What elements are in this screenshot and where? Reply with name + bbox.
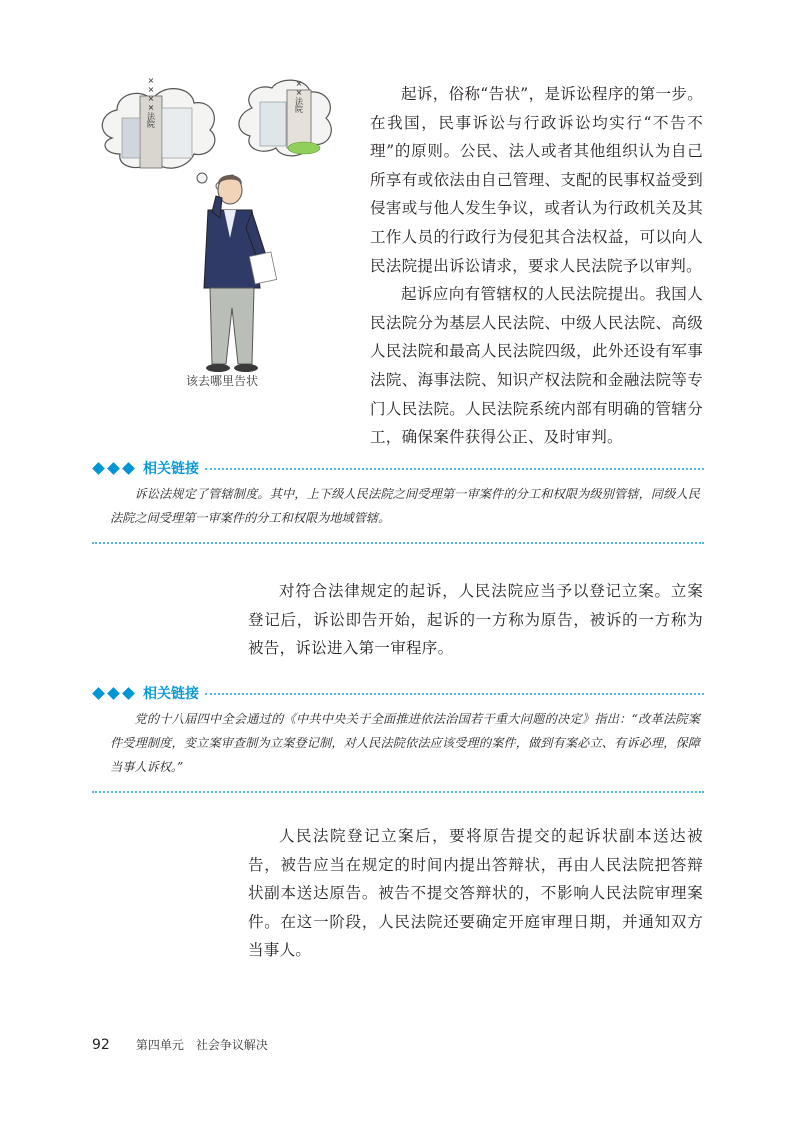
related-link-box-2 bbox=[92, 683, 704, 793]
dotted-divider bbox=[205, 468, 704, 470]
paragraph-prosecution: 起诉，俗称“告状”，是诉讼程序的第一步。在我国，民事诉讼与行政诉讼均实行“不告不理”的原则。公民、法人或者其他组织认为自己所享有或依法由自己管理、支配的民事权益受到侵害或与他人发生争议，或者认为行政机关及其工作人员的行政行为侵犯其合法权益，可以向人民法院提出诉讼请求，要求人民法院予以审判。 bbox=[370, 85, 703, 275]
paragraph-registration: 对符合法律规定的起诉，人民法院应当予以登记立案。立案登记后，诉讼即告开始，起诉的一方称为原告，被诉的一方称为被告，诉讼进入第一审程序。 bbox=[248, 582, 703, 658]
defense-text bbox=[248, 822, 703, 965]
related-link-box-1 bbox=[92, 458, 704, 544]
unit-title: 第四单元 社会争议解决 bbox=[135, 1038, 268, 1052]
related-link-text: 党的十八届四中全会通过的《中共中央关于全面推进依法治国若干重大问题的决定》指出：“改革法院案件受理制度，变立案审查制为立案登记制，对人民法院依法应该受理的案件，做到有案必立、有诉必理，保障当事人诉权。” bbox=[110, 712, 700, 774]
related-link-text: 诉讼法规定了管辖制度。其中，上下级人民法院之间受理第一审案件的分工和权限为级别管辖，同级人民法院之间受理第一审案件的分工和权限为地域管辖。 bbox=[110, 487, 700, 525]
man-figure bbox=[204, 175, 277, 372]
related-link-title: 相关链接 bbox=[143, 686, 199, 702]
illustration-caption: 该去哪里告状 bbox=[186, 374, 259, 388]
diamond-bullets-icon bbox=[92, 464, 135, 473]
cloud-left-sign-text: ××××法院 bbox=[146, 78, 156, 128]
paragraph-defense: 人民法院登记立案后，要将原告提交的起诉状副本送达被告，被告应当在规定的时间内提出答辩状，再由人民法院把答辩状副本送达原告。被告不提交答辩状的，不影响人民法院审理案件。在这一阶段，人民法院还要确定开庭审理日期，并通知双方当事人。 bbox=[248, 827, 703, 960]
thought-cloud-right bbox=[239, 79, 331, 156]
related-link-title: 相关链接 bbox=[143, 461, 199, 477]
related-link-header bbox=[92, 458, 704, 478]
paragraph-jurisdiction: 起诉应向有管辖权的人民法院提出。我国人民法院分为基层人民法院、中级人民法院、高级人民法院和最高人民法院四级，此外还设有军事法院、海事法院、知识产权法院和金融法院等专门人民法院。人民法院系统内部有明确的管辖分工，确保案件获得公正、及时审判。 bbox=[370, 285, 703, 447]
related-link-body bbox=[92, 482, 704, 530]
page-footer bbox=[92, 1036, 268, 1053]
page-number: 92 bbox=[92, 1037, 110, 1053]
dotted-divider bbox=[205, 693, 704, 695]
related-link-header bbox=[92, 683, 704, 703]
intro-text bbox=[370, 80, 703, 452]
dotted-divider-bottom bbox=[92, 542, 704, 544]
illustration bbox=[92, 78, 342, 388]
registration-text bbox=[248, 577, 703, 663]
diamond-bullets-icon bbox=[92, 689, 135, 698]
cloud-right-sign-text: ××法院 bbox=[294, 79, 304, 113]
related-link-body bbox=[92, 707, 704, 779]
dotted-divider-bottom bbox=[92, 791, 704, 793]
man-thinking-illustration bbox=[92, 78, 342, 388]
thought-cloud-left bbox=[102, 78, 215, 168]
